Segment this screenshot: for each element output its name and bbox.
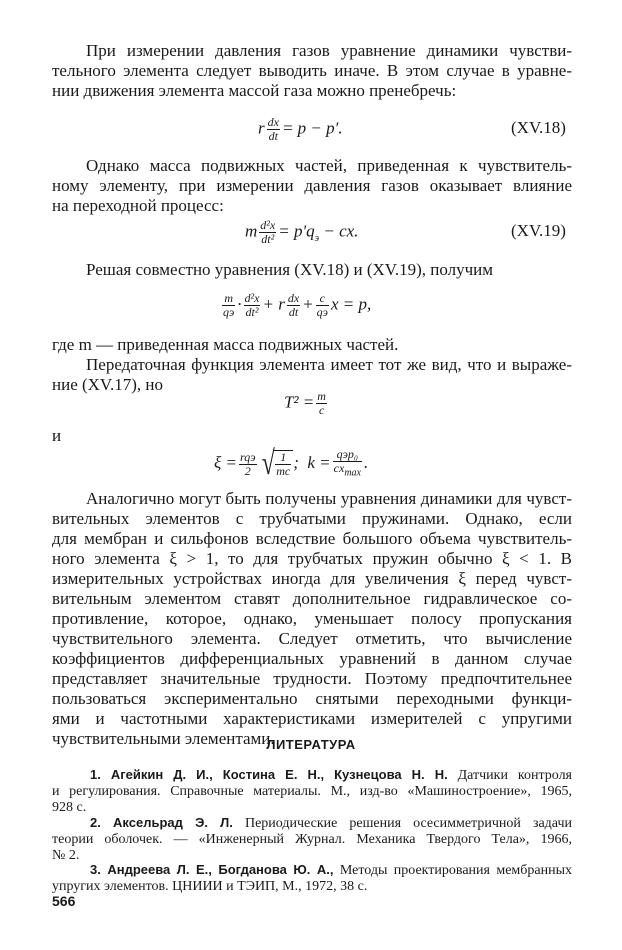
paragraph-1 [52, 41, 572, 101]
text-line: ному элементу, при измерении давления газов оказывает влияние [52, 176, 572, 195]
equation-t-squared: T² = $\frac{m}{c}$ [284, 389, 326, 417]
text-line: и регулирования. Справочные материалы. М., изд-во «Машиностроение», 1965, [52, 784, 572, 799]
reference-author: 3. Андреева Л. Е., Богданова Ю. А., [90, 862, 334, 877]
reference-author: 2. Аксельрад Э. Л. [90, 815, 233, 830]
text-line: Аналогично могут быть получены уравнения динамики для чувст- [86, 489, 572, 508]
text-line: Однако масса подвижных частей, приведенная к чувствитель- [86, 156, 572, 175]
text-line: для мембран и сильфонов вследствие большого объема чувствитель- [52, 529, 572, 548]
equation-number-xv18: (XV.18) [511, 118, 566, 137]
text-line: представляет значительные трудности. Поэтому предпочтительнее [52, 669, 572, 688]
reference-2: 2. Аксельрад Э. Л. Периодические решения осесимметричной задачи теории оболочек. — «Инженерный Журнал. Механика Твердого Тела», 1966, № 2. [52, 815, 572, 863]
equation-combined: $\frac{m}{qэ}$ · $\frac{\text{d²x}}{\text{dt²}}$ + r $\frac{dx}{dt}$ + $\frac{c}{qэ}$ x = p, [223, 291, 372, 319]
paragraph-6 [52, 426, 572, 446]
text-line: вительных элементов с трубчатыми пружинами. Однако, если [52, 509, 572, 528]
paragraph-3 [52, 260, 572, 280]
paragraph-2 [52, 156, 572, 216]
text-line: коэффициентов дифференциальных уравнений в данном случае [52, 649, 572, 668]
text-line: ями и частотными характеристиками измерителей с упругими [52, 709, 572, 728]
reference-3: 3. Андреева Л. Е., Богданова Ю. А., Методы проектирования мембранных упругих элементов. ЦНИИИ и ТЭИП, М., 1972, 38 с. [52, 862, 572, 894]
paragraph-7 [52, 489, 572, 749]
text-line: пользоваться экспериментально снятыми переходными функци- [52, 689, 572, 708]
equation-number-xv19: (XV.19) [511, 221, 566, 240]
text-line: упругих элементов. ЦНИИИ и ТЭИП, М., 1972, 38 с. [52, 879, 368, 894]
text-line: нии движения элемента массой газа можно пренебречь: [52, 81, 457, 100]
text-line: противление, которое, однако, уменьшает полосу пропускания [52, 609, 572, 628]
equation-xi-k: ξ = $\frac{\text{rqэ}}{2}$ √ $\frac{1}{mc}$ ; k = $\frac{\text{qэp₀}}{cx_{max}}$ . [214, 445, 369, 482]
text-line: При измерении давления газов уравнение динамики чувстви- [86, 41, 572, 60]
text-line: тельного элемента следует выводить иначе. В этом случае в уравне- [52, 61, 572, 80]
text-line: ного элемента ξ > 1, то для трубчатых пружин обычно ξ < 1. В [52, 549, 572, 568]
page-number: 566 [52, 893, 76, 909]
text-line: на переходной процесс: [52, 196, 224, 215]
text-line: чувствительного элемента. Следует отметить, что вычисление [52, 629, 572, 648]
text-line: Решая совместно уравнения (XV.18) и (XV.19), получим [86, 260, 494, 279]
paragraph-4 [52, 335, 572, 355]
reference-author: 1. Агейкин Д. И., Костина Е. Н., Кузнецова Н. Н. [90, 767, 448, 782]
text-line: ние (XV.17), но [52, 375, 164, 394]
text-line: вительным элементом ставят дополнительное гидравлическое со- [52, 589, 572, 608]
text-line: Передаточная функция элемента имеет тот же вид, что и выраже- [86, 355, 572, 374]
text-line: чувствительными элементами. [52, 729, 275, 748]
text-line: где m — приведенная масса подвижных частей. [52, 335, 399, 354]
equation-xv19: m $\frac{\text{d²x}}{\text{dt²}}$ = $p'q_э$ − cx. [245, 218, 359, 246]
references-heading: ЛИТЕРАТУРА [266, 737, 356, 752]
text-line: 928 с. [52, 800, 87, 815]
text-line: измерительных устройствах иногда для увеличения ξ перед чувст- [52, 569, 572, 588]
paragraph-5 [52, 355, 572, 395]
text-line: № 2. [52, 848, 80, 863]
equation-xv18: r $\frac{dx}{dt}$ = p − p′. [258, 115, 343, 143]
text-line: и [52, 426, 62, 445]
reference-1: 1. Агейкин Д. И., Костина Е. Н., Кузнецова Н. Н. Датчики контроля и регулирования. Справочные материалы. М., изд-во «Машиностроение», 1965, 928 с. [52, 767, 573, 815]
text-line: теории оболочек. — «Инженерный Журнал. Механика Твердого Тела», 1966, [52, 832, 572, 847]
